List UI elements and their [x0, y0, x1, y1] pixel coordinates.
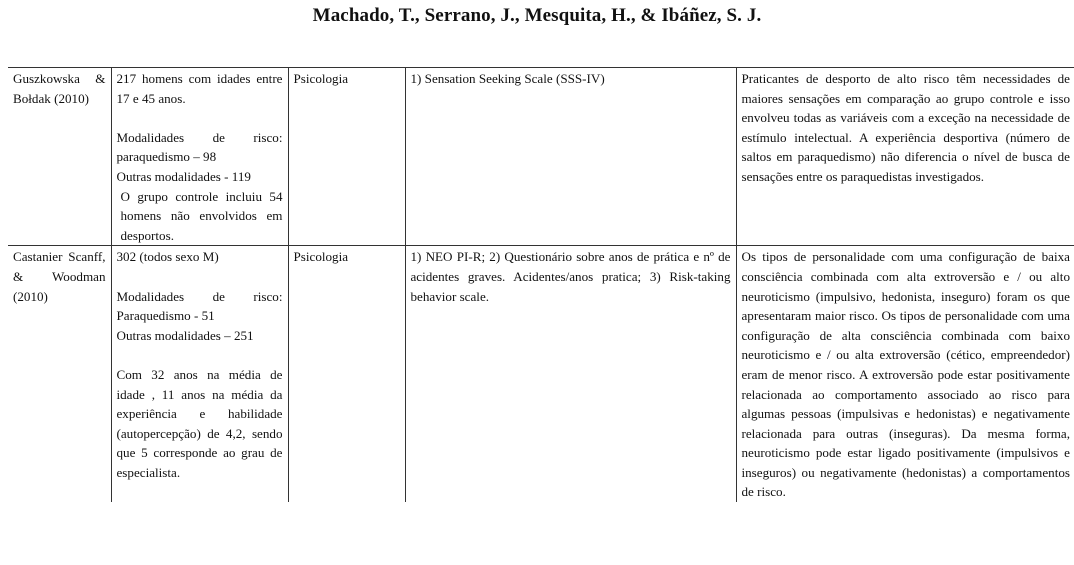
- table-row: [8, 246, 1074, 502]
- sample-text: 217 homens com idades entre 17 e 45 anos.: [116, 71, 283, 106]
- sample-text: Modalidades de risco: Paraquedismo - 51: [116, 288, 283, 324]
- sample-text: Modalidades de risco: paraquedismo – 98: [116, 129, 283, 165]
- sample-cell: [111, 246, 288, 502]
- results-cell: Praticantes de desporto de alto risco têm necessidades de maiores sensações em comparação ao grupo controle e isso envolveu todas as variáveis com a exceção na necessidade de estímulo intelectual. A experiência desportiva (número de saltos em paraquedismo) não diferencia o nível de busca de sensações entre os paraquedistas investigados.: [736, 68, 1074, 246]
- sample-text: Outras modalidades – 251: [116, 327, 254, 343]
- instruments-cell: 1) NEO PI-R; 2) Questionário sobre anos de prática e nº de acidentes graves. Acidentes/anos pratica; 3) Risk-taking behavior scale.: [405, 246, 736, 502]
- sample-text: Outras modalidades - 119: [116, 168, 251, 184]
- sample-text: 302 (todos sexo M): [116, 249, 219, 265]
- results-cell: Os tipos de personalidade com uma configuração de baixa consciência combinada com alta extroversão e / ou alto neuroticismo (impulsivo, hedonista, inseguro) foram os que apresentaram maior risco. Os tipos de personalidade com uma configuração de alta consciência combinada com baixo neuroticismo e / ou alta extroversão (cético, empreendedor) eram de menor risco. A extroversão pode estar positivamente relacionada ao comportamento associado ao risco para algumas pessoas (impulsivas e hedonistas) e negativamente relacionada para outras (inseguras). Da mesma forma, neuroticismo pode estar ligado positivamente (impulsivos e inseguros) ou negativamente (hedonistas) a comportamentos de risco.: [736, 246, 1074, 502]
- area-cell: Psicologia: [288, 68, 405, 246]
- author-cell: Castanier Scanff, & Woodman (2010): [8, 246, 111, 502]
- author-cell: Guszkowska & Bołdak (2010): [8, 68, 111, 246]
- area-cell: Psicologia: [288, 246, 405, 502]
- sample-text: Com 32 anos na média de idade , 11 anos na média da experiência e habilidade (autopercepção) de 4,2, sendo que 5 corresponde ao grau de especialista.: [116, 366, 283, 480]
- sample-cell: [111, 68, 288, 246]
- page-header: Machado, T., Serrano, J., Mesquita, H., & Ibáñez, S. J.: [312, 5, 762, 26]
- instruments-cell: 1) Sensation Seeking Scale (SSS-IV): [405, 68, 736, 246]
- table-row: [8, 68, 1074, 246]
- sample-text: O grupo controle incluiu 54 homens não envolvidos em desportos.: [120, 188, 283, 243]
- literature-table: [8, 67, 1074, 502]
